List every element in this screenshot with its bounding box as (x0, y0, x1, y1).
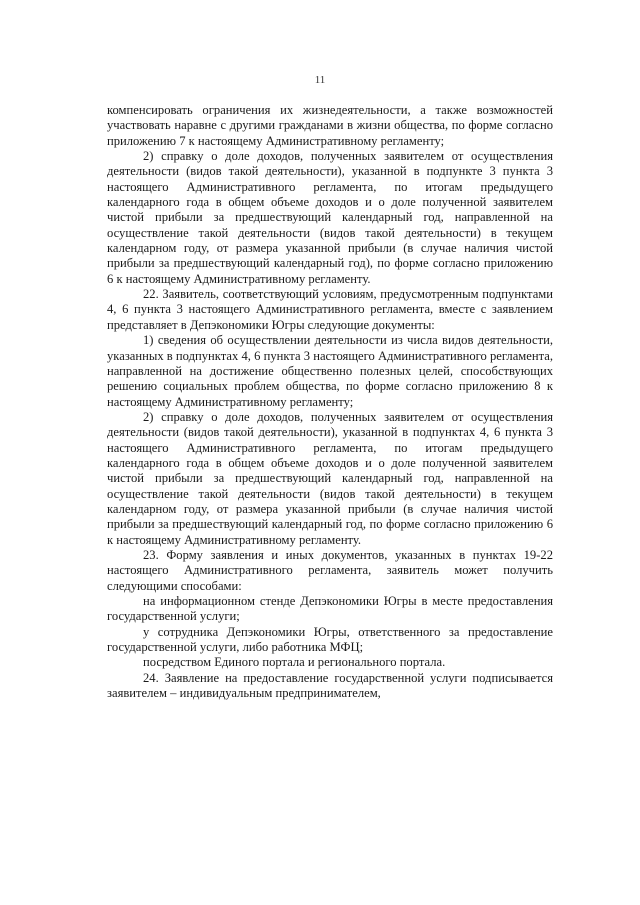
page-number: 11 (314, 74, 326, 86)
paragraph-income-share-certificate: 2) справку о доле доходов, полученных заявителем от осуществления деятельности (видов такой деятельности), указанной в подпункте 3 пункта 3 настоящего Административного регламента, по итогам предыдущего календарного года в общем объеме доходов и о доле полученной заявителем чистой прибыли за предшествующий календарный год, направленной на осуществление такой деятельности (видов такой деятельности) в текущем календарном году, от размера указанной прибыли (в случае наличия чистой прибыли за предшествующий календарный год), по форме согласно приложению 6 к настоящему Административному регламенту. (107, 149, 553, 286)
paragraph-income-share-certificate-2: 2) справку о доле доходов, полученных заявителем от осуществления деятельности (видов такой деятельности), указанной в подпунктах 4, 6 пункта 3 настоящего Административного регламента, по итогам предыдущего календарного года в общем объеме доходов и о доле полученной заявителем чистой прибыли за предшествующий календарный год, направленной на осуществление такой деятельности (видов такой деятельности) в текущем календарном году, от размера указанной прибыли (в случае наличия чистой прибыли за предшествующий календарный год, по форме согласно приложению 6 к настоящему Административному регламенту. (107, 409, 553, 547)
paragraph-clause-24: 24. Заявление на предоставление государственной услуги подписывается заявителем – индивидуальным предпринимателем, (107, 670, 553, 701)
paragraph-continuation: компенсировать ограничения их жизнедеятельности, а также возможностей участвовать наравне с другими гражданами в жизни общества, по форме согласно приложению 7 к настоящему Административному регламенту; (107, 103, 553, 148)
paragraph-method-employee: у сотрудника Депэкономики Югры, ответственного за предоставление государственной услуги, либо работника МФЦ; (107, 624, 553, 655)
paragraph-method-portal: посредством Единого портала и регионального портала. (143, 655, 446, 670)
paragraph-clause-23: 23. Форму заявления и иных документов, указанных в пунктах 19-22 настоящего Административного регламента, заявитель может получить следующими способами: (107, 547, 553, 593)
paragraph-activity-info: 1) сведения об осуществлении деятельности из числа видов деятельности, указанных в подпунктах 4, 6 пункта 3 настоящего Административного регламента, направленной на достижение общественно полезных целей, способствующих решению социальных проблем общества, по форме согласно приложению 8 к настоящему Административному регламенту; (107, 333, 553, 409)
document-body (107, 103, 553, 701)
paragraph-clause-22: 22. Заявитель, соответствующий условиям, предусмотренным подпунктами 4, 6 пункта 3 настоящего Административного регламента, вместе с заявлением представляет в Депэкономики Югры следующие документы: (107, 287, 553, 332)
paragraph-method-info-stand: на информационном стенде Депэкономики Югры в месте предоставления государственной услуги; (107, 594, 553, 624)
